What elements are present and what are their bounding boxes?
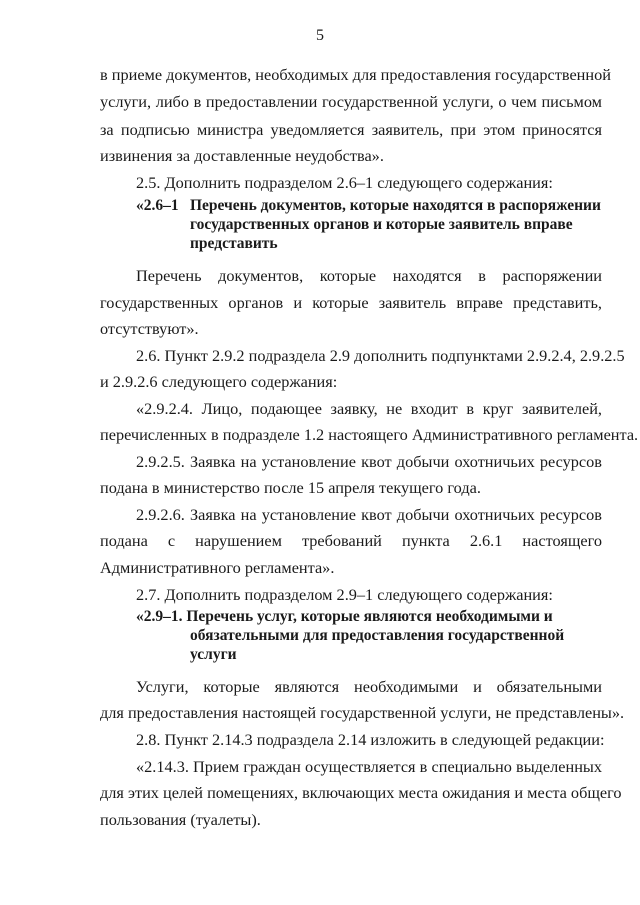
paragraph-2-6: 2.6. Пункт 2.9.2 подраздела 2.9 дополнить подпунктами 2.9.2.4, 2.9.2.5 bbox=[136, 346, 625, 365]
body-line: государственных органов и которые заявитель вправе представить, bbox=[100, 293, 602, 312]
body-line: подана в министерство после 15 апреля текущего года. bbox=[100, 478, 481, 497]
body-line: пользования (туалеты). bbox=[100, 810, 261, 829]
paragraph-2-8: 2.8. Пункт 2.14.3 подраздела 2.14 изложить в следующей редакции: bbox=[136, 730, 605, 749]
body-line: извинения за доставленные неудобства». bbox=[100, 146, 384, 165]
heading-2-9-1-title: обязательными для предоставления государственной bbox=[190, 627, 565, 644]
heading-2-9-1-title: «2.9–1. Перечень услуг, которые являются необходимыми и bbox=[136, 608, 553, 625]
heading-2-6-1-title: государственных органов и которые заявитель вправе bbox=[190, 216, 573, 233]
paragraph-2-5: 2.5. Дополнить подразделом 2.6–1 следующего содержания: bbox=[136, 173, 553, 192]
body-line: Перечень документов, которые находятся в распоряжении bbox=[136, 266, 602, 285]
heading-2-6-1-title: представить bbox=[190, 235, 278, 252]
body-line: Административного регламента». bbox=[100, 558, 335, 577]
body-line: отсутствуют». bbox=[100, 319, 199, 338]
heading-2-6-1-title: Перечень документов, которые находятся в распоряжении bbox=[190, 197, 601, 214]
body-line: для предоставления настоящей государственной услуги, не представлены». bbox=[100, 703, 625, 722]
body-line: Услуги, которые являются необходимыми и обязательными bbox=[136, 677, 602, 696]
heading-2-6-1-number: «2.6–1 bbox=[136, 197, 179, 214]
page-number: 5 bbox=[316, 27, 324, 44]
body-line: услуги, либо в предоставлении государственной услуги, о чем письмом bbox=[100, 92, 602, 111]
body-line: перечисленных в подразделе 1.2 настоящего Административного регламента. bbox=[100, 425, 639, 444]
paragraph-2-14-3: «2.14.3. Прием граждан осуществляется в специально выделенных bbox=[136, 757, 602, 776]
heading-2-9-1-title: услуги bbox=[190, 646, 237, 663]
body-line: подана с нарушением требований пункта 2.6.1 настоящего bbox=[100, 531, 602, 550]
body-line: для этих целей помещениях, включающих места ожидания и места общего bbox=[100, 783, 622, 802]
body-line: в приеме документов, необходимых для предоставления государственной bbox=[100, 65, 611, 84]
paragraph-2-7: 2.7. Дополнить подразделом 2.9–1 следующего содержания: bbox=[136, 585, 553, 604]
body-line: за подписью министра уведомляется заявитель, при этом приносятся bbox=[100, 120, 602, 139]
paragraph-2-9-2-5: 2.9.2.5. Заявка на установление квот добычи охотничьих ресурсов bbox=[136, 452, 602, 471]
paragraph-2-9-2-4: «2.9.2.4. Лицо, подающее заявку, не входит в круг заявителей, bbox=[136, 399, 602, 418]
paragraph-2-9-2-6: 2.9.2.6. Заявка на установление квот добычи охотничьих ресурсов bbox=[136, 505, 602, 524]
body-line: и 2.9.2.6 следующего содержания: bbox=[100, 372, 338, 391]
